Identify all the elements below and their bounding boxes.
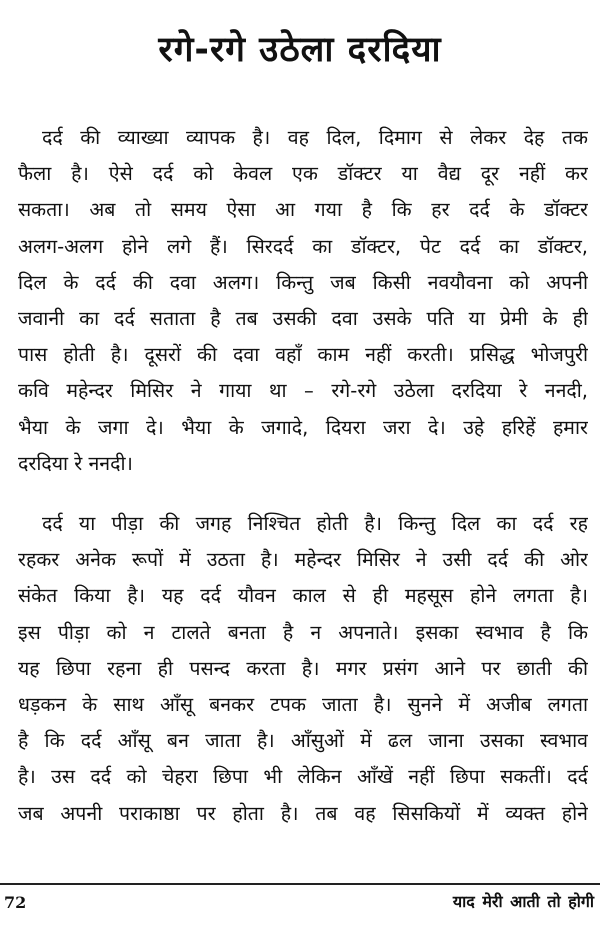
text-line: फैला है। ऐसे दर्द को केवल एक डॉक्टर या वैद्य दूर नहीं कर <box>18 162 588 186</box>
text-line: रहकर अनेक रूपों में उठता है। महेन्दर मिसिर ने उसी दर्द की ओर <box>18 548 588 572</box>
text-line: दर्द या पीड़ा की जगह निश्चित होती है। किन्तु दिल का दर्द रह <box>42 512 588 535</box>
page-number: 72 <box>4 893 27 912</box>
footer-divider <box>0 883 600 885</box>
text-line: भैया के जगा दे। भैया के जगादे, दियरा जरा दे। उहे हरिहें हमार <box>18 415 588 439</box>
text-line: संकेत किया है। यह दर्द यौवन काल से ही महसूस होने लगता है। <box>18 584 588 608</box>
running-title: याद मेरी आती तो होगी <box>452 892 594 911</box>
text-line: जब अपनी पराकाष्ठा पर होता है। तब वह सिसकियों में व्यक्त होने <box>18 801 588 825</box>
text-line: है। उस दर्द को चेहरा छिपा भी लेकिन आँखें नहीं छिपा सकतीं। दर्द <box>18 765 588 789</box>
paragraph-2 <box>18 506 588 832</box>
text-line: दरदिया रे ननदी। <box>18 451 133 475</box>
text-line: धड़कन के साथ आँसू बनकर टपक जाता है। सुनने में अजीब लगता <box>18 692 588 716</box>
text-line: इस पीड़ा को न टालते बनता है न अपनाते। इसका स्वभाव है कि <box>18 620 588 644</box>
chapter-title: रगे-रगे उठेला दरदिया <box>158 30 442 70</box>
text-line: अलग-अलग होने लगे हैं। सिरदर्द का डॉक्टर, पेट दर्द का डॉक्टर, <box>18 234 588 258</box>
text-line: दर्द की व्याख्या व्यापक है। वह दिल, दिमाग से लेकर देह तक <box>42 126 588 149</box>
text-line: है कि दर्द आँसू बन जाता है। आँसुओं में ढल जाना उसका स्वभाव <box>18 729 588 753</box>
text-line: सकता। अब तो समय ऐसा आ गया है कि हर दर्द के डॉक्टर <box>18 198 588 222</box>
text-line: दिल के दर्द की दवा अलग। किन्तु जब किसी नवयौवना को अपनी <box>18 270 588 294</box>
text-line: यह छिपा रहना ही पसन्द करता है। मगर प्रसंग आने पर छाती की <box>18 656 588 680</box>
text-line: कवि महेन्दर मिसिर ने गाया था – रगे-रगे उठेला दरदिया रे ननदी, <box>18 379 588 403</box>
paragraph-1 <box>18 120 588 482</box>
text-line: जवानी का दर्द सताता है तब उसकी दवा उसके पति या प्रेमी के ही <box>18 306 588 330</box>
text-line: पास होती है। दूसरों की दवा वहाँ काम नहीं करती। प्रसिद्ध भोजपुरी <box>18 343 588 367</box>
